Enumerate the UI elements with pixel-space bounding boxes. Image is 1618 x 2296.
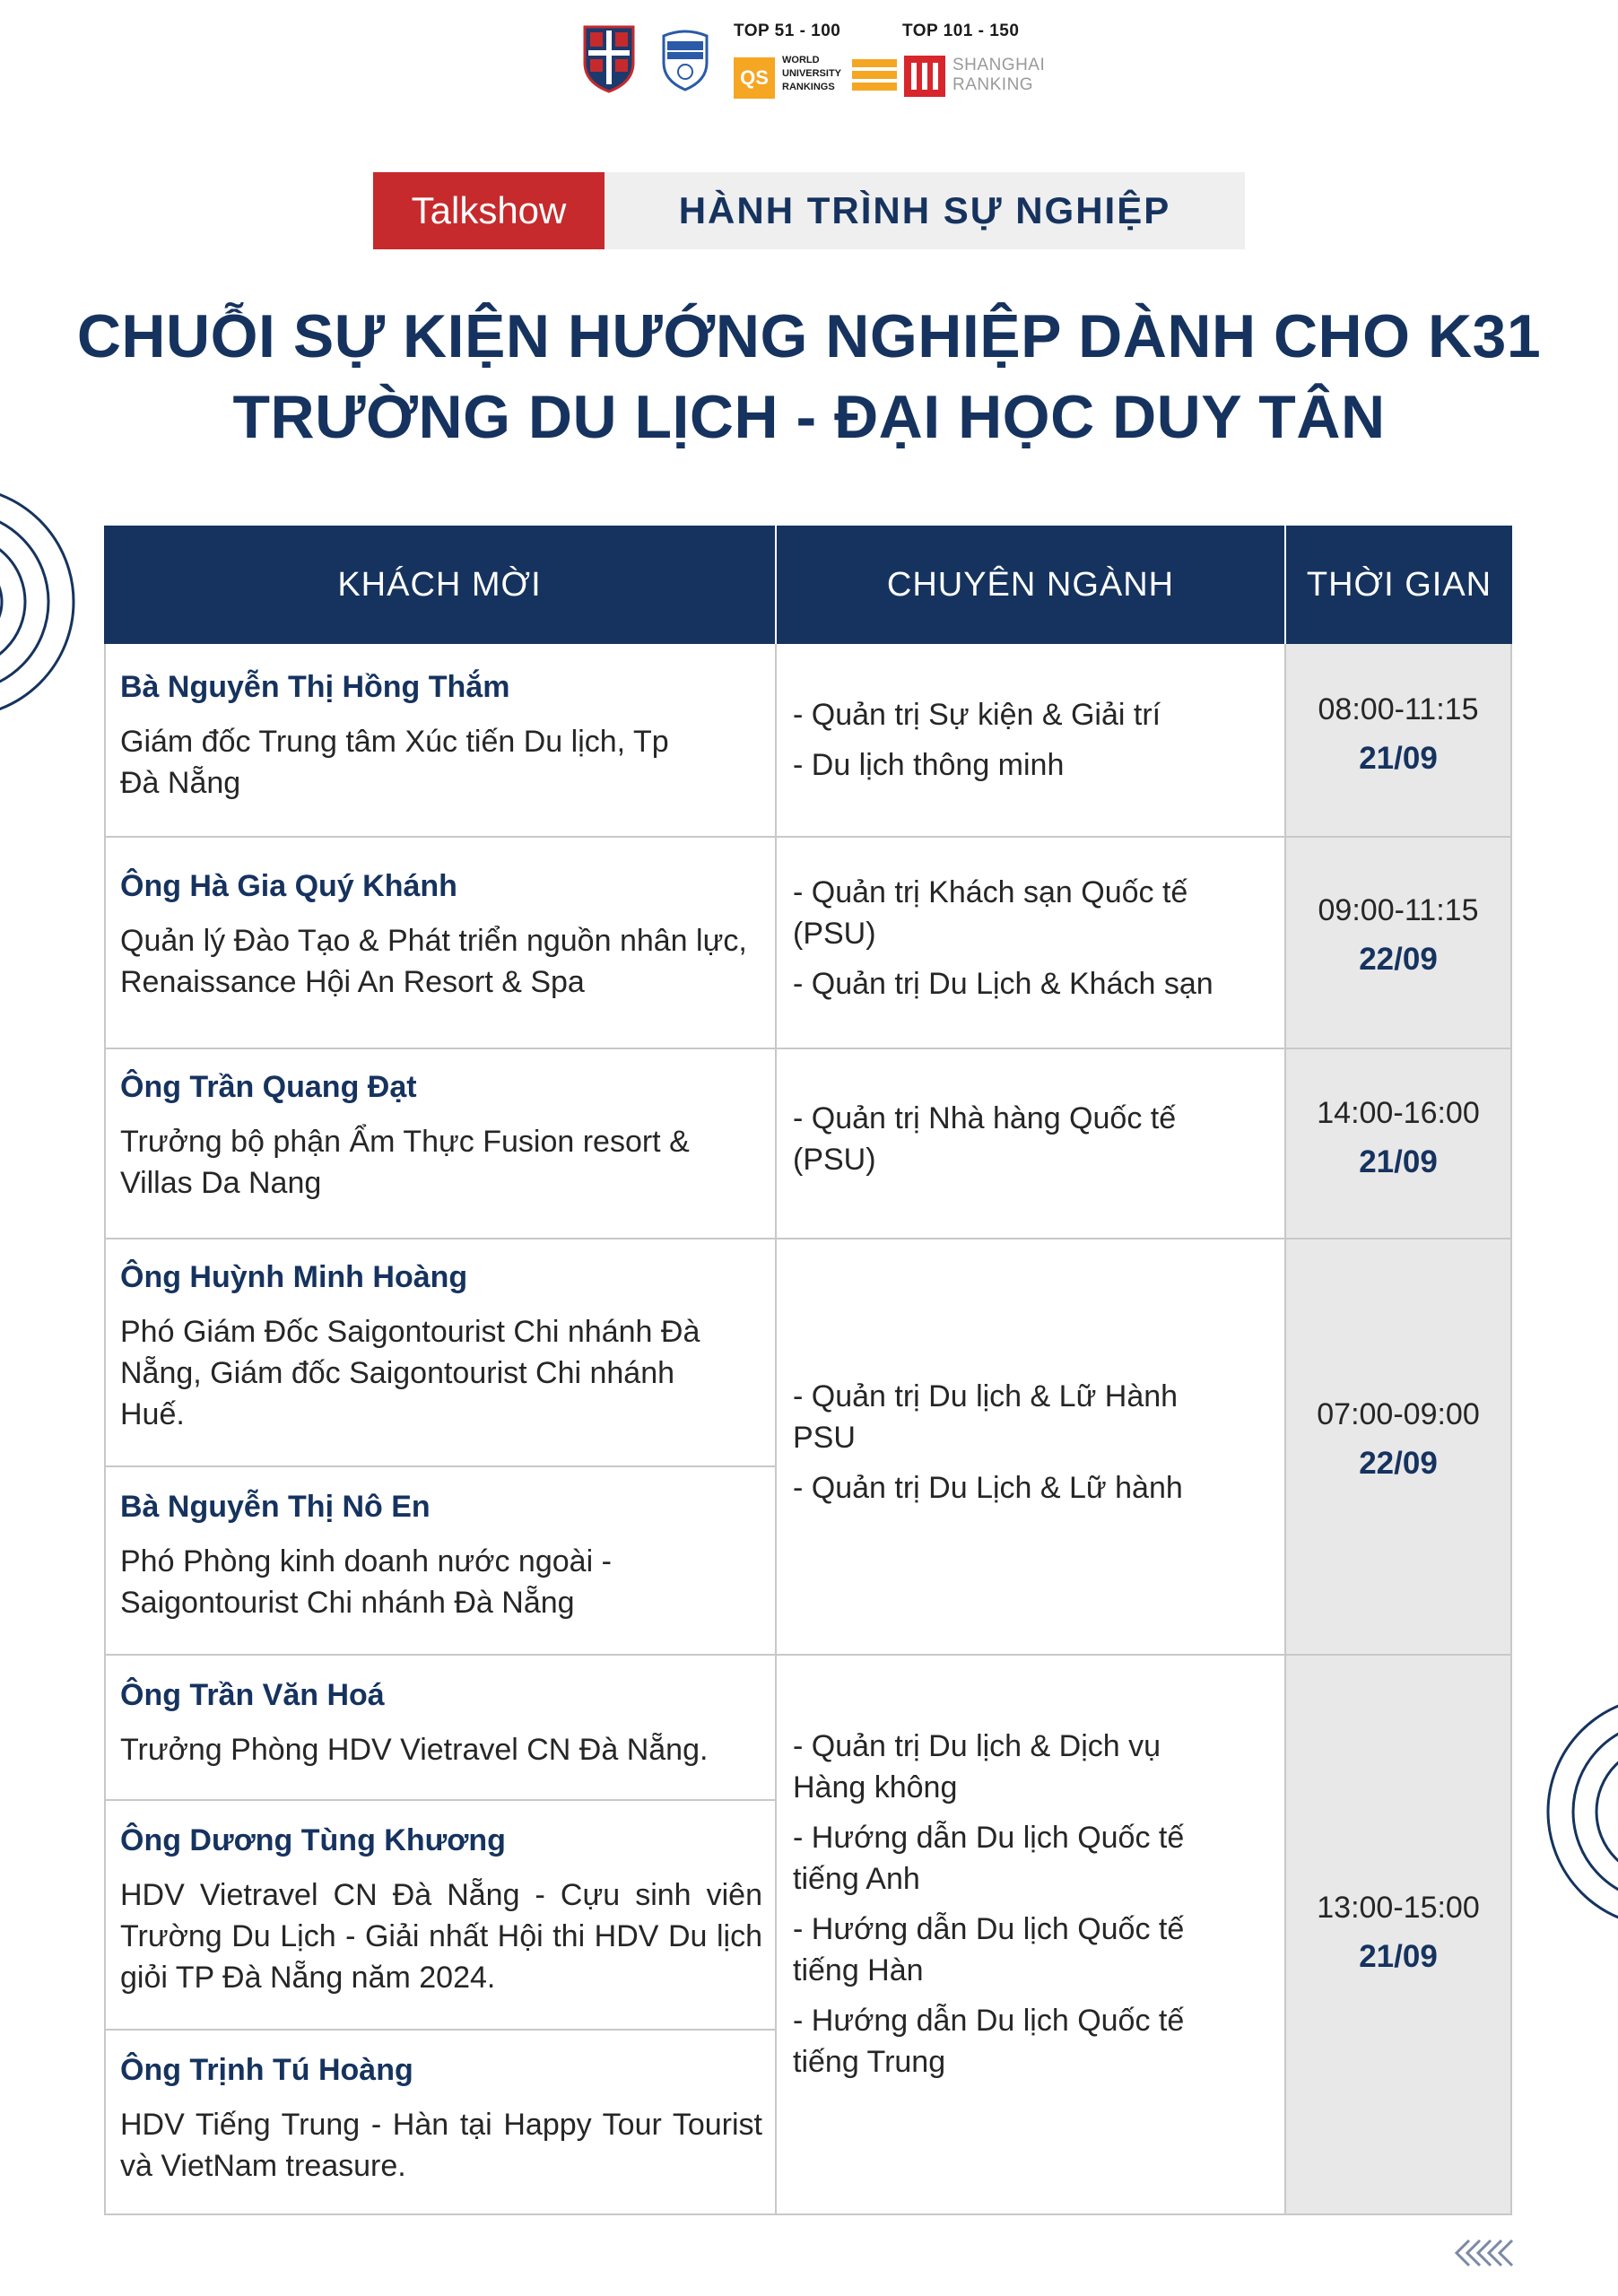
- qs-ranking-logo: [734, 22, 897, 99]
- talkshow-banner: [373, 172, 1245, 249]
- session-hours: 07:00-09:00: [1317, 1397, 1480, 1431]
- guest-name: Ông Hà Gia Quý Khánh: [120, 869, 457, 903]
- major-item: - Hướng dẫn Du lịch Quốc tế tiếng Trung: [793, 2004, 1185, 2079]
- header-logos: [0, 20, 1618, 100]
- major-item: - Quản trị Du lịch & Dịch vụ Hàng không: [793, 1729, 1161, 1805]
- guest-name: Ông Trần Quang Đạt: [120, 1070, 417, 1104]
- major-item: - Quản trị Du Lịch & Lữ hành: [793, 1471, 1183, 1505]
- major-item: - Quản trị Du Lịch & Khách sạn: [793, 967, 1214, 1001]
- guest-cell: [104, 1485, 775, 1623]
- session-date: 21/09: [1359, 1144, 1438, 1179]
- major-item: - Quản trị Du lịch & Lữ Hành PSU: [793, 1379, 1179, 1455]
- major-item: - Hướng dẫn Du lịch Quốc tế tiếng Anh: [793, 1821, 1185, 1896]
- qs-mark-icon: QS: [734, 57, 775, 99]
- session-hours: 09:00-11:15: [1318, 893, 1479, 927]
- schedule-table: [104, 526, 1512, 2215]
- session-date: 21/09: [1359, 1939, 1438, 1974]
- page-title: [0, 296, 1618, 457]
- time-cell: [1286, 687, 1510, 786]
- qs-rank-range: TOP 51 - 100: [734, 22, 841, 40]
- guest-role: HDV Vietravel CN Đà Nẵng - Cựu sinh viên Trường Du Lịch - Giải nhất Hội thi HDV Du lịch giỏi TP Đà Nẵng năm 2024.: [120, 1878, 762, 1995]
- session-date: 22/09: [1359, 1446, 1438, 1481]
- guest-name: Ông Huỳnh Minh Hoàng: [120, 1260, 468, 1294]
- session-date: 22/09: [1359, 942, 1438, 977]
- major-item: - Quản trị Khách sạn Quốc tế (PSU): [793, 875, 1188, 951]
- guest-cell: [104, 665, 775, 804]
- shanghai-mark-icon: [904, 56, 945, 97]
- major-cell: [777, 687, 1284, 795]
- guest-role: Phó Phòng kinh doanh nước ngoài - Saigontourist Chi nhánh Đà Nẵng: [120, 1544, 612, 1620]
- decorative-arcs-left-icon: [0, 481, 75, 723]
- guest-name: Ông Trịnh Tú Hoàng: [120, 2053, 413, 2087]
- session-hours: 14:00-16:00: [1317, 1096, 1480, 1130]
- major-cell: [777, 1091, 1284, 1189]
- guest-cell: [104, 1256, 775, 1435]
- row-divider: [104, 1654, 1512, 1656]
- guest-cell: [104, 865, 775, 1003]
- table-border: [1510, 644, 1512, 2215]
- guest-cell: [104, 2048, 775, 2187]
- guest-cell: [104, 1065, 775, 1204]
- chevrons-left-icon: [1453, 2239, 1516, 2267]
- session-date: 21/09: [1359, 741, 1438, 776]
- shanghai-ranking-name: SHANGHAI RANKING: [953, 56, 1046, 94]
- shanghai-ranking-logo: [902, 22, 1082, 99]
- major-item: - Quản trị Sự kiện & Giải trí: [793, 698, 1161, 732]
- major-cell: [777, 865, 1284, 1013]
- session-hours: 08:00-11:15: [1318, 692, 1479, 726]
- guest-role: Phó Giám Đốc Saigontourist Chi nhánh Đà Nẵng, Giám đốc Saigontourist Chi nhánh Huế.: [120, 1315, 700, 1431]
- shanghai-rank-range: TOP 101 - 150: [902, 22, 1020, 40]
- guest-role: Trưởng bộ phận Ẩm Thực Fusion resort & Villas Da Nang: [120, 1125, 690, 1200]
- column-header-time: THỜI GIAN: [1286, 526, 1512, 644]
- guest-role: Quản lý Đào Tạo & Phát triển nguồn nhân lực, Renaissance Hội An Resort & Spa: [120, 924, 747, 999]
- guest-role: HDV Tiếng Trung - Hàn tại Happy Tour Tourist và VietNam treasure.: [120, 2108, 762, 2183]
- time-cell: [1286, 1392, 1510, 1491]
- university-crest-icon: [581, 23, 637, 93]
- time-cell: [1286, 1091, 1510, 1189]
- major-cell: [777, 1369, 1284, 1518]
- row-divider: [104, 2029, 777, 2031]
- row-divider: [104, 1048, 1512, 1049]
- column-header-guest: KHÁCH MỜI: [104, 526, 775, 644]
- unwto-certified-badge-icon: [660, 27, 710, 91]
- guest-role: Giám đốc Trung tâm Xúc tiến Du lịch, Tp Đà Nẵng: [120, 725, 669, 800]
- guest-cell: [104, 1819, 775, 1998]
- major-cell: [777, 1718, 1284, 2092]
- guest-name: Bà Nguyễn Thị Nô En: [120, 1490, 431, 1524]
- time-cell: [1286, 888, 1510, 987]
- decorative-arcs-right-icon: [1528, 1695, 1618, 1928]
- page-title-line-1: CHUỖI SỰ KIỆN HƯỚNG NGHIỆP DÀNH CHO K31: [76, 302, 1542, 370]
- guest-role: Trưởng Phòng HDV Vietravel CN Đà Nẵng.: [120, 1733, 709, 1767]
- page-title-line-2: TRƯỜNG DU LỊCH - ĐẠI HỌC DUY TÂN: [232, 383, 1386, 451]
- qs-ranking-name: WORLD UNIVERSITY RANKINGS: [782, 55, 842, 92]
- major-item: - Quản trị Nhà hàng Quốc tế (PSU): [793, 1101, 1177, 1177]
- guest-name: Ông Trần Văn Hoá: [120, 1678, 385, 1712]
- row-divider: [104, 1238, 1512, 1239]
- major-item: - Hướng dẫn Du lịch Quốc tế tiếng Hàn: [793, 1912, 1185, 1987]
- table-border: [104, 2213, 1512, 2215]
- guest-name: Ông Dương Tùng Khương: [120, 1823, 506, 1857]
- time-cell: [1286, 1885, 1510, 1984]
- row-divider: [104, 1465, 777, 1467]
- major-item: - Du lịch thông minh: [793, 748, 1065, 782]
- session-hours: 13:00-15:00: [1317, 1891, 1480, 1925]
- guest-cell: [104, 1674, 775, 1770]
- row-divider: [104, 1799, 777, 1801]
- talkshow-tag: Talkshow: [373, 172, 605, 249]
- row-divider: [104, 836, 1512, 838]
- column-header-major: CHUYÊN NGÀNH: [777, 526, 1284, 644]
- guest-name: Bà Nguyễn Thị Hồng Thắm: [120, 670, 510, 704]
- qs-bars-icon: [852, 59, 897, 94]
- talkshow-title: HÀNH TRÌNH SỰ NGHIỆP: [678, 189, 1171, 231]
